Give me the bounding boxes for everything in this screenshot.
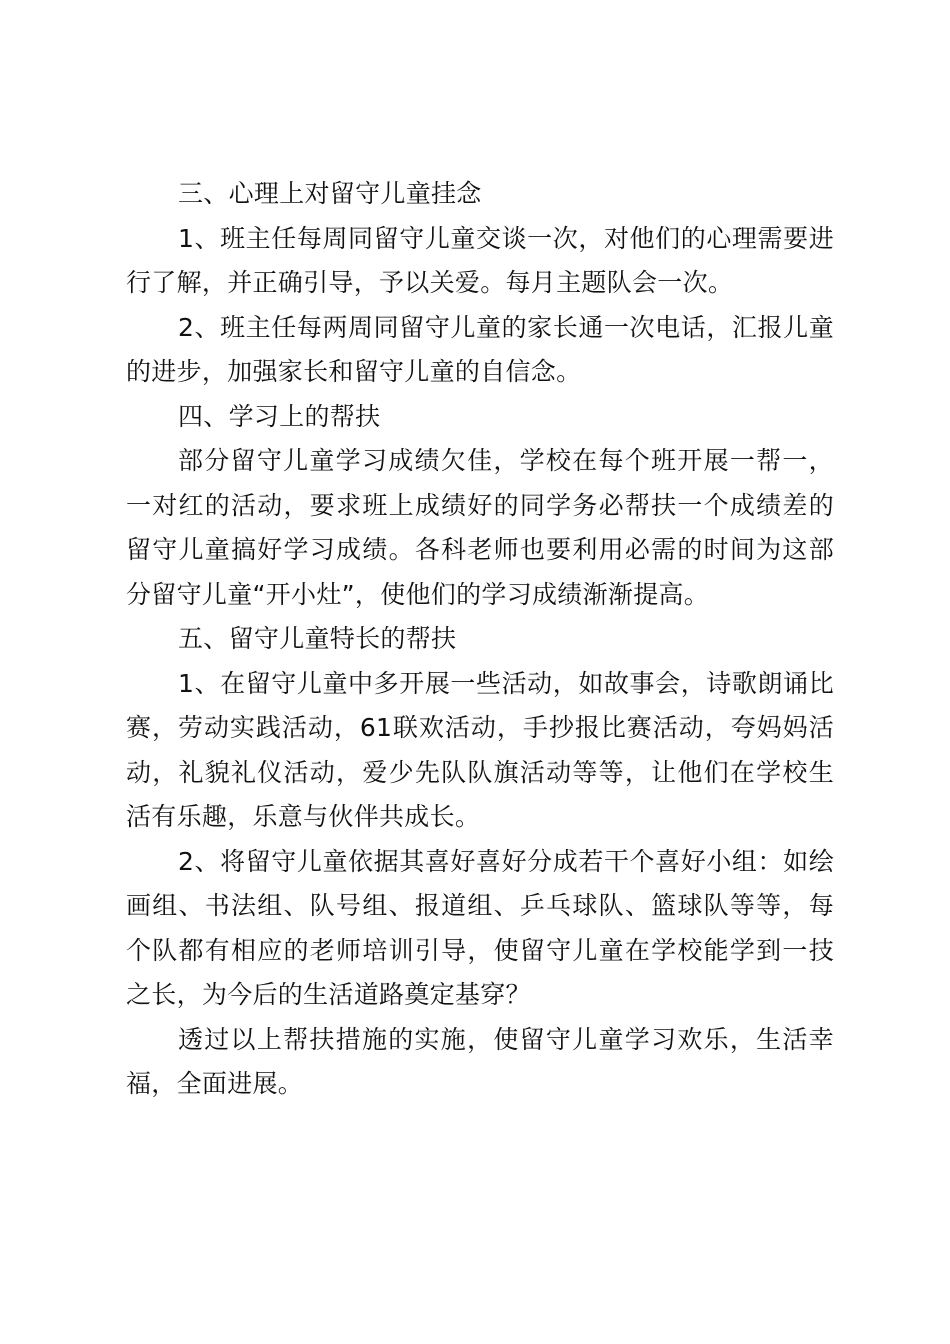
section-heading-psychology: 三、心理上对留守儿童挂念 xyxy=(178,179,482,208)
paragraph-parent-call: 2、班主任每两周同留守儿童的家长通一次电话，汇报儿童的进步，加强家长和留守儿童的自信念。 xyxy=(126,312,834,386)
section-heading-study: 四、学习上的帮扶 xyxy=(178,401,381,431)
paragraph-conclusion: 透过以上帮扶措施的实施，使留守儿童学习欢乐，生活幸福，全面进展。 xyxy=(126,1024,834,1098)
document-page xyxy=(126,172,834,1107)
paragraph-study-help: 部分留守儿童学习成绩欠佳，学校在每个班开展一帮一，一对红的活动，要求班上成绩好的同学务必帮扶一个成绩差的留守儿童搞好学习成绩。各科老师也要利用必需的时间为这部分留守儿童“开小灶”，使他们的学习成绩渐渐提高。 xyxy=(126,446,834,609)
paragraph-weekly-talk: 1、班主任每周同留守儿童交谈一次，对他们的心理需要进行了解，并正确引导，予以关爱。每月主题队会一次。 xyxy=(126,223,834,297)
paragraph-activities: 1、在留守儿童中多开展一些活动，如故事会，诗歌朗诵比赛，劳动实践活动，61联欢活动，手抄报比赛活动，夸妈妈活动，礼貌礼仪活动，爱少先队队旗活动等等，让他们在学校生活有乐趣，乐意与伙伴共成长。 xyxy=(126,668,834,831)
section-heading-talent: 五、留守儿童特长的帮扶 xyxy=(178,624,457,653)
paragraph-interest-groups: 2、将留守儿童依据其喜好喜好分成若干个喜好小组：如绘画组、书法组、队号组、报道组、乒乓球队、篮球队等等，每个队都有相应的老师培训引导，使留守儿童在学校能学到一技之长，为今后的生活道路奠定基穿？ xyxy=(126,846,834,1009)
